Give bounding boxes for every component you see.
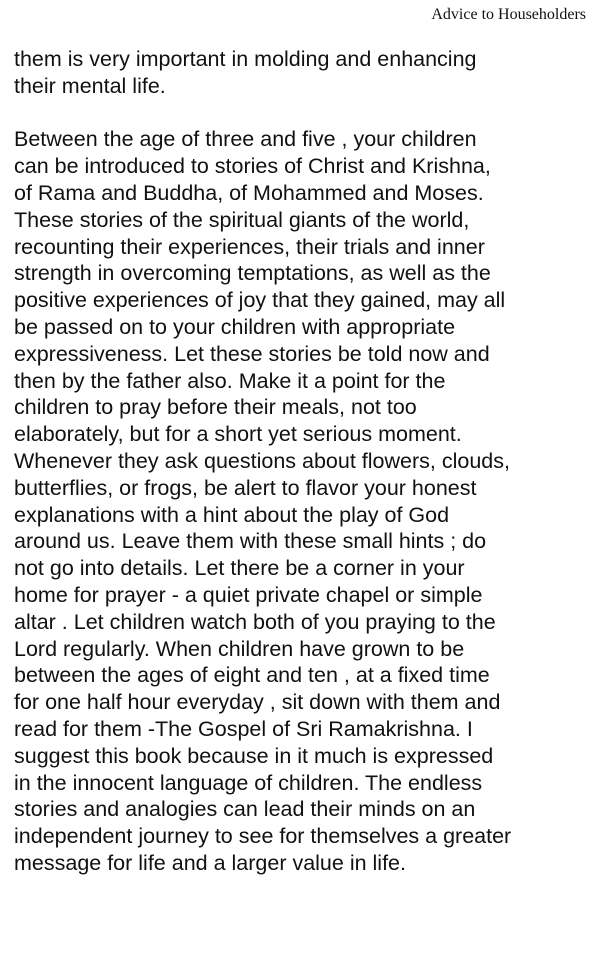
text-line: can be introduced to stories of Christ and Krishna, [14, 154, 491, 179]
text-line: Whenever they ask questions about flowers, clouds, [14, 448, 510, 473]
text-line: of Rama and Buddha, of Mohammed and Moses. [14, 180, 484, 205]
text-line: their mental life. [14, 73, 166, 98]
text-line: strength in overcoming temptations, as well as the [14, 261, 491, 286]
text-line: children to pray before their meals, not too [14, 395, 417, 420]
text-line: stories and analogies can lead their minds on an [14, 797, 476, 822]
text-line: around us. Leave them with these small hints ; do [14, 529, 487, 554]
text-line: then by the father also. Make it a point for the [14, 368, 446, 393]
text-line: expressiveness. Let these stories be told now and [14, 341, 490, 366]
text-line: altar . Let children watch both of you praying to the [14, 609, 496, 634]
text-line: them is very important in molding and enhancing [14, 47, 477, 71]
paragraph-2 [14, 126, 594, 876]
text-line: in the innocent language of children. The endless [14, 770, 483, 795]
text-line: home for prayer - a quiet private chapel or simple [14, 582, 483, 607]
text-line: for one half hour everyday , sit down with them and [14, 690, 501, 715]
text-line: Lord regularly. When children have grown to be [14, 636, 465, 661]
text-line: between the ages of eight and ten , at a fixed time [14, 663, 490, 688]
text-line: message for life and a larger value in life. [14, 850, 406, 875]
text-line: read for them -The Gospel of Sri Ramakrishna. I [14, 716, 473, 741]
text-line: suggest this book because in it much is expressed [14, 743, 494, 768]
text-line: These stories of the spiritual giants of the world, [14, 207, 470, 232]
text-line: Between the age of three and five , your children [14, 127, 477, 152]
text-line: not go into details. Let there be a corner in your [14, 556, 465, 581]
paragraph-1 [14, 46, 594, 100]
running-head-title: Advice to Householders [431, 6, 586, 23]
text-line: be passed on to your children with appropriate [14, 314, 456, 339]
text-line: independent journey to see for themselves a greater [14, 824, 512, 849]
text-line: explanations with a hint about the play of God [14, 502, 450, 527]
text-line: recounting their experiences, their trials and inner [14, 234, 485, 259]
text-line: positive experiences of joy that they gained, may all [14, 288, 506, 313]
text-line: elaborately, but for a short yet serious moment. [14, 422, 462, 447]
body-text [14, 46, 594, 877]
text-line: butterflies, or frogs, be alert to flavor your honest [14, 475, 477, 500]
